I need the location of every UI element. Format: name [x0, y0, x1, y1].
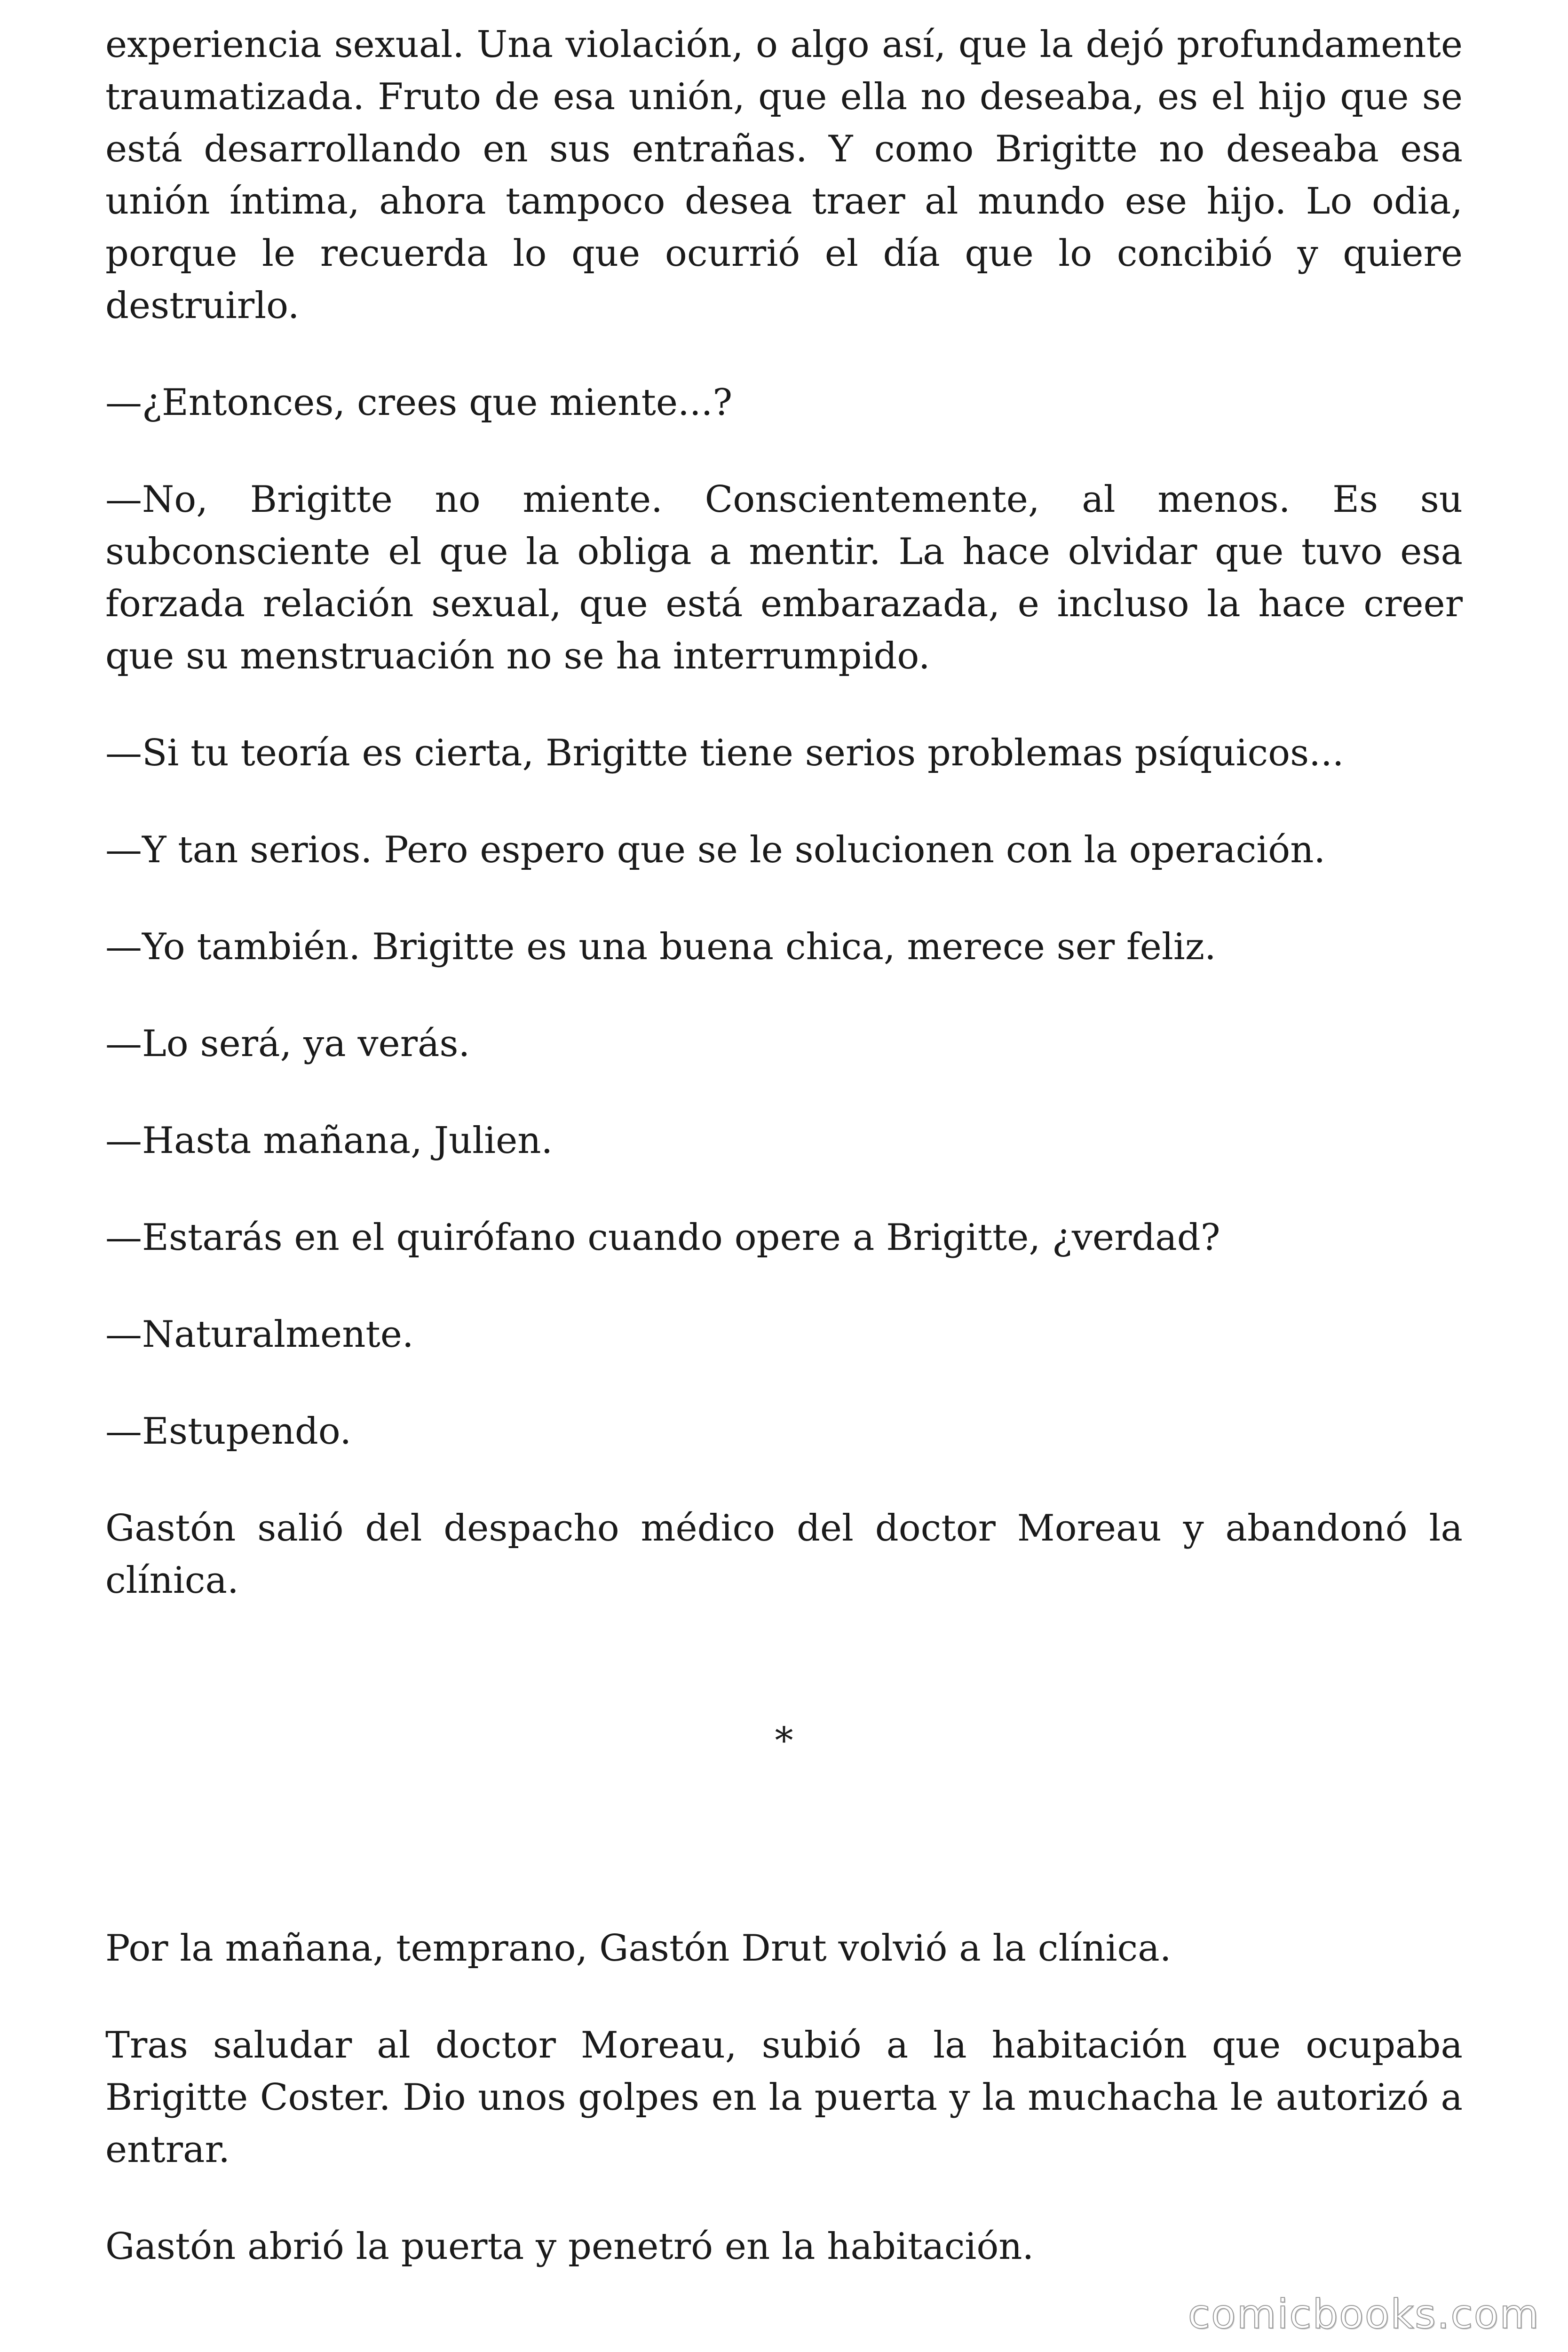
paragraph: —Naturalmente.	[105, 1313, 414, 1356]
document-page	[105, 19, 1463, 2318]
paragraph: —Si tu teoría es cierta, Brigitte tiene serios problemas psíquicos...	[105, 732, 1344, 774]
paragraph: —¿Entonces, crees que miente...?	[105, 381, 733, 424]
paragraph: —Hasta mañana, Julien.	[105, 1120, 553, 1162]
paragraph: —Yo también. Brigitte es una buena chica, merece ser feliz.	[105, 926, 1216, 968]
watermark: comicbooks.com	[1188, 2291, 1540, 2338]
paragraph: —Estupendo.	[105, 1410, 352, 1453]
paragraph: Gastón abrió la puerta y penetró en la habitación.	[105, 2225, 1034, 2268]
paragraph: Tras saludar al doctor Moreau, subió a la habitación que ocupaba Brigitte Coster. Dio unos golpes en la puerta y la muchacha le autorizó a entrar.	[105, 2024, 1463, 2171]
paragraph: —Lo será, ya verás.	[105, 1023, 470, 1065]
paragraph: —Estarás en el quirófano cuando opere a Brigitte, ¿verdad?	[105, 1216, 1220, 1259]
paragraph: Por la mañana, temprano, Gastón Drut volvió a la clínica.	[105, 1927, 1172, 1970]
paragraph: Gastón salió del despacho médico del doctor Moreau y abandonó la clínica.	[105, 1507, 1463, 1602]
paragraph: —No, Brigitte no miente. Conscientemente, al menos. Es su subconsciente el que la obliga a mentir. La hace olvidar que tuvo esa forzada relación sexual, que está embarazada, e incluso la hace creer que su menstruación no se ha interrumpido.	[105, 478, 1463, 677]
paragraph: experiencia sexual. Una violación, o algo así, que la dejó profundamente traumatizada. Fruto de esa unión, que ella no deseaba, es el hijo que se está desarrollando en sus entrañas. Y como Brigitte no deseaba esa unión íntima, ahora tampoco desea traer al mundo ese hijo. Lo odia, porque le recuerda lo que ocurrió el día que lo concibió y quiere destruirlo.	[105, 24, 1463, 327]
paragraph: —Y tan serios. Pero espero que se le solucionen con la operación.	[105, 829, 1326, 871]
section-separator: *	[775, 1720, 793, 1762]
